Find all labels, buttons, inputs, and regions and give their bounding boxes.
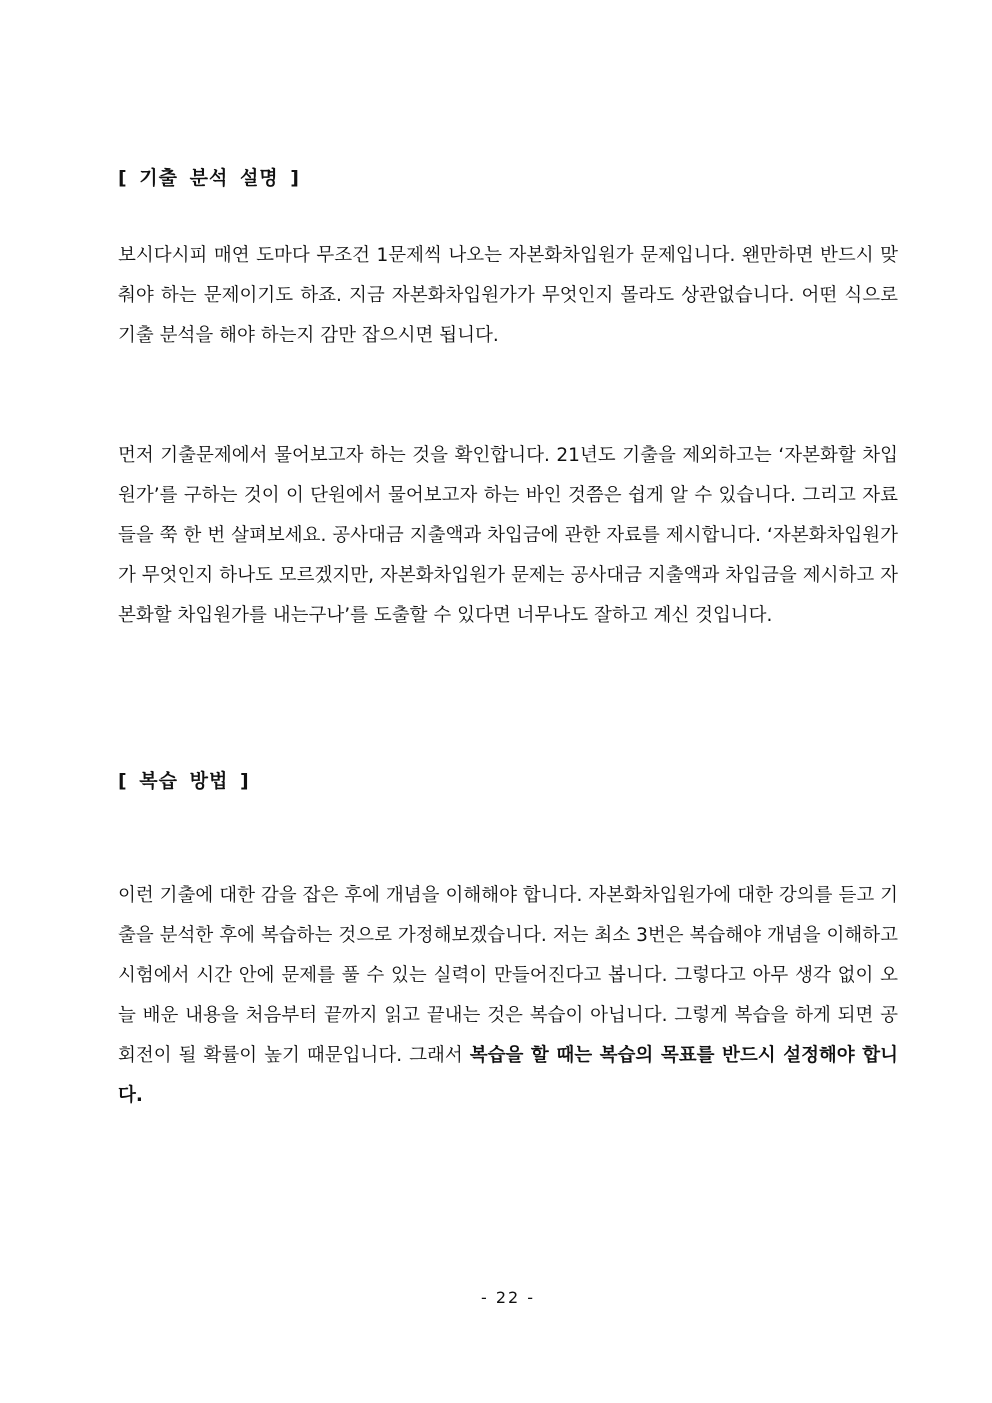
page-number: - 22 - [480, 1288, 536, 1307]
review-method-emphasis: 복습을 할 때는 복습의 목표를 반드시 설정해야 합니다. [118, 1045, 898, 1106]
section-heading-exam-analysis: [ 기출 분석 설명 ] [118, 167, 300, 189]
review-method-text: 이런 기출에 대한 감을 잡은 후에 개념을 이해해야 합니다. 자본화차입원가에 대한 강의를 듣고 기출을 분석한 후에 복습하는 것으로 가정해보겠습니다. 저는 최소 3번은 복습해야 개념을 이해하고 시험에서 시간 안에 문제를 풀 수 있는 실력이 만들어진다고 봅니다. 그렇다고 아무 생각 없이 오늘 배운 내용을 처음부터 끝까지 읽고 끝내는 것은 복습이 아닙니다. 그렇게 복습을 하게 되면 공회전이 될 확률이 높기 때문입니다. 그래서 [118, 885, 898, 1066]
document-page [118, 0, 898, 1403]
paragraph-review-method [118, 876, 898, 1116]
paragraph-exam-overview: 보시다시피 매연 도마다 무조건 1문제씩 나오는 자본화차입원가 문제입니다. 왠만하면 반드시 맞춰야 하는 문제이기도 하죠. 지금 자본화차입원가가 무엇인지 몰라도 상관없습니다. 어떤 식으로 기출 분석을 해야 하는지 감만 잡으시면 됩니다. [118, 245, 898, 346]
section-heading-review-method: [ 복습 방법 ] [118, 770, 250, 792]
paragraph-exam-analysis-steps: 먼저 기출문제에서 물어보고자 하는 것을 확인합니다. 21년도 기출을 제외하고는 ‘자본화할 차입원가’를 구하는 것이 이 단원에서 물어보고자 하는 바인 것쯤은 쉽게 알 수 있습니다. 그리고 자료들을 쭉 한 번 살펴보세요. 공사대금 지출액과 차입금에 관한 자료를 제시합니다. ‘자본화차입원가가 무엇인지 하나도 모르겠지만, 자본화차입원가 문제는 공사대금 지출액과 차입금을 제시하고 자본화할 차입원가를 내는구나’를 도출할 수 있다면 너무나도 잘하고 계신 것입니다. [118, 445, 898, 626]
